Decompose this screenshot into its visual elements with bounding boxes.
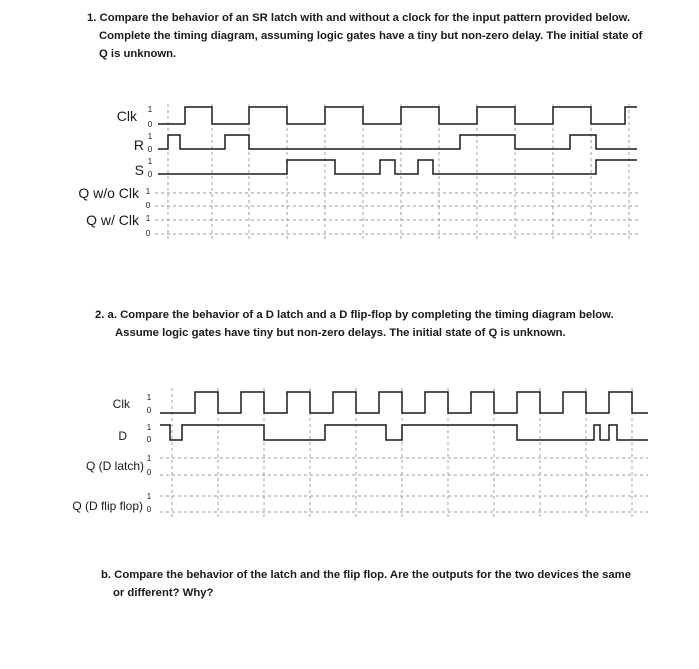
q-with-clk-high-marker: 1 [145,214,151,223]
q-d-latch-label: Q (D latch) [85,459,144,473]
q-without-clk-high-marker: 1 [145,187,151,196]
problem-2a-line-1: 2. a. Compare the behavior of a D latch and a D flip-flop by completing the timing diagram below. [95,309,614,321]
d-clk-waveform [160,392,648,413]
problem-1-line-3: Q is unknown. [99,48,177,60]
sr-s-waveform [158,160,637,174]
q-d-flipflop-high-marker: 1 [146,492,152,501]
q-with-clk-low-marker: 0 [145,229,151,238]
sr-r-low-marker: 0 [147,145,153,154]
q-with-clk-label: Q w/ Clk [86,212,139,228]
d-latch-flipflop-timing-diagram [72,388,648,520]
q-d-flipflop-label: Q (D flip flop) [72,499,143,513]
q-d-flipflop-low-marker: 0 [146,505,152,514]
sr-s-label: S [134,162,144,178]
sr-clk-waveform [158,107,637,124]
d-input-low-marker: 0 [146,435,152,444]
d-clk-high-marker: 1 [146,393,152,402]
sr-clk-label: Clk [116,108,137,124]
sr-r-high-marker: 1 [147,132,153,141]
d-clk-label: Clk [112,397,130,411]
sr-latch-timing-diagram [78,104,638,240]
d-input-label: D [118,429,127,443]
problem-2b-line-1: b. Compare the behavior of the latch and the flip flop. Are the outputs for the two devices the same [101,569,631,581]
sr-clk-low-marker: 0 [147,120,153,129]
q-without-clk-low-marker: 0 [145,201,151,210]
sr-s-high-marker: 1 [147,157,153,166]
sr-r-label: R [133,137,144,153]
problem-1-line-2: Complete the timing diagram, assuming logic gates have a tiny but non-zero delay. The initial state of [99,30,643,42]
d-clk-low-marker: 0 [146,406,152,415]
d-input-waveform [160,425,648,440]
d-input-high-marker: 1 [146,423,152,432]
sr-r-waveform [158,135,637,149]
q-d-latch-low-marker: 0 [146,468,152,477]
problem-1-line-1: 1. Compare the behavior of an SR latch with and without a clock for the input pattern provided below. [87,12,631,24]
problem-2a-line-2: Assume logic gates have tiny but non-zero delays. The initial state of Q is unknown. [115,327,566,339]
problem-2b-line-2: or different? Why? [113,587,214,599]
q-d-latch-high-marker: 1 [146,454,152,463]
q-without-clk-label: Q w/o Clk [78,185,139,201]
sr-s-low-marker: 0 [147,170,153,179]
sr-clk-high-marker: 1 [147,105,153,114]
